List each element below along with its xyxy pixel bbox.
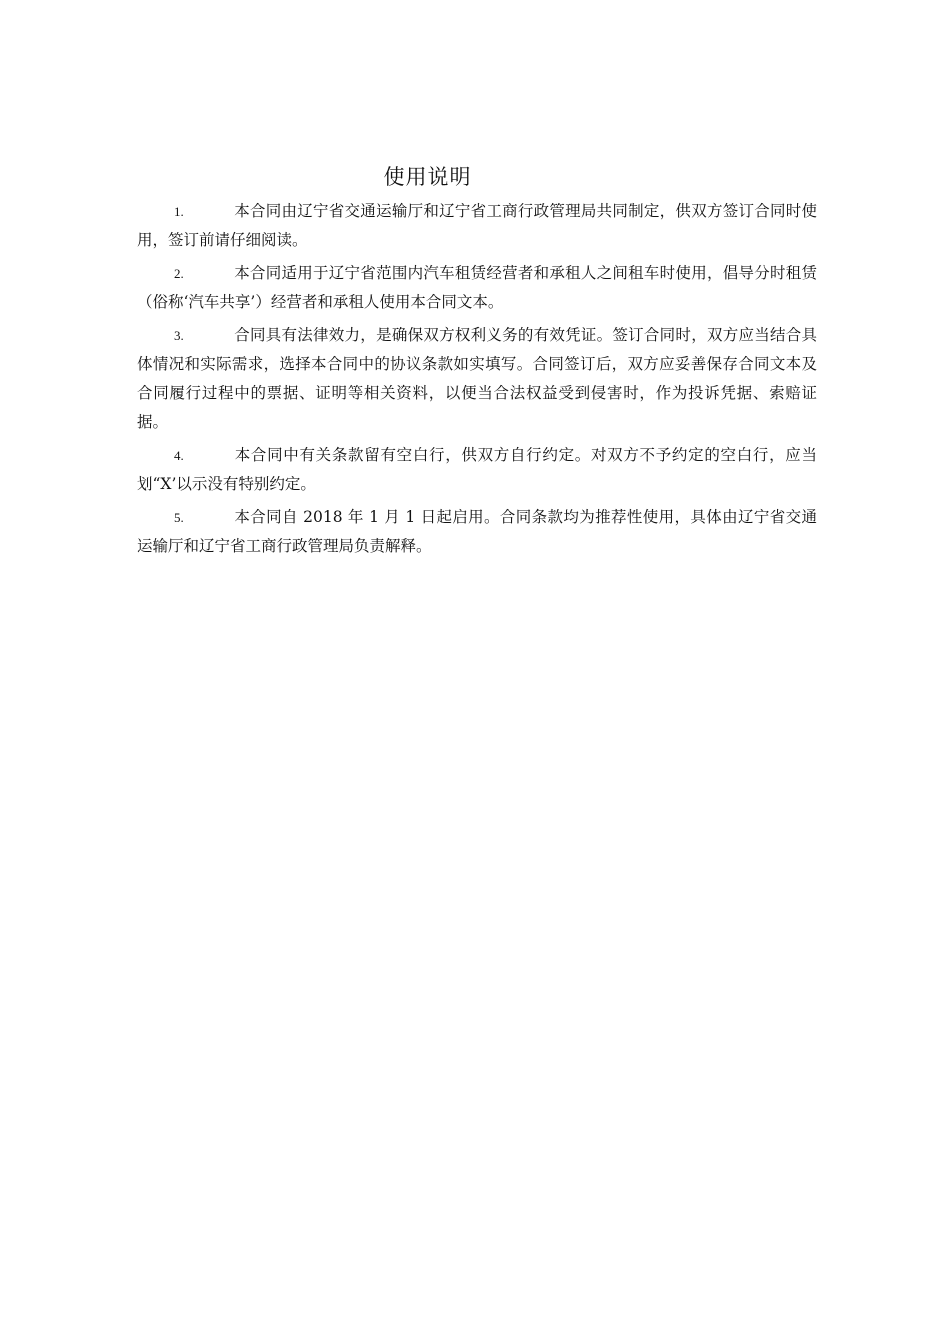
item-text: 本合同自 2018 年 1 月 1 日起启用。合同条款均为推荐性使用，具体由辽宁省交通运输厅和辽宁省工商行政管理局负责解释。 — [137, 508, 817, 555]
item-number: 5. — [174, 510, 184, 525]
list-item — [137, 197, 817, 255]
item-text: 合同具有法律效力，是确保双方权利义务的有效凭证。签订合同时，双方应当结合具体情况和实际需求，选择本合同中的协议条款如实填写。合同签订后，双方应妥善保存合同文本及合同履行过程中的票据、证明等相关资料，以便当合法权益受到侵害时，作为投诉凭据、索赔证据。 — [137, 326, 817, 431]
item-number: 2. — [174, 266, 184, 281]
item-text: 本合同中有关条款留有空白行，供双方自行约定。对双方不予约定的空白行，应当划“X’以示没有特别约定。 — [137, 446, 817, 493]
list-item — [137, 441, 817, 499]
list-item — [137, 503, 817, 561]
instruction-list — [137, 197, 817, 565]
item-text: 本合同由辽宁省交通运输厅和辽宁省工商行政管理局共同制定，供双方签订合同时使用，签订前请仔细阅读。 — [137, 202, 817, 249]
item-number: 3. — [174, 328, 184, 343]
item-number: 1. — [174, 204, 184, 219]
list-item — [137, 321, 817, 437]
item-text: 本合同适用于辽宁省范围内汽车租赁经营者和承租人之间租车时使用，倡导分时租赁（俗称‘汽车共享’）经营者和承租人使用本合同文本。 — [137, 264, 817, 311]
item-number: 4. — [174, 448, 184, 463]
page-title: 使用说明 — [383, 165, 472, 189]
list-item — [137, 259, 817, 317]
